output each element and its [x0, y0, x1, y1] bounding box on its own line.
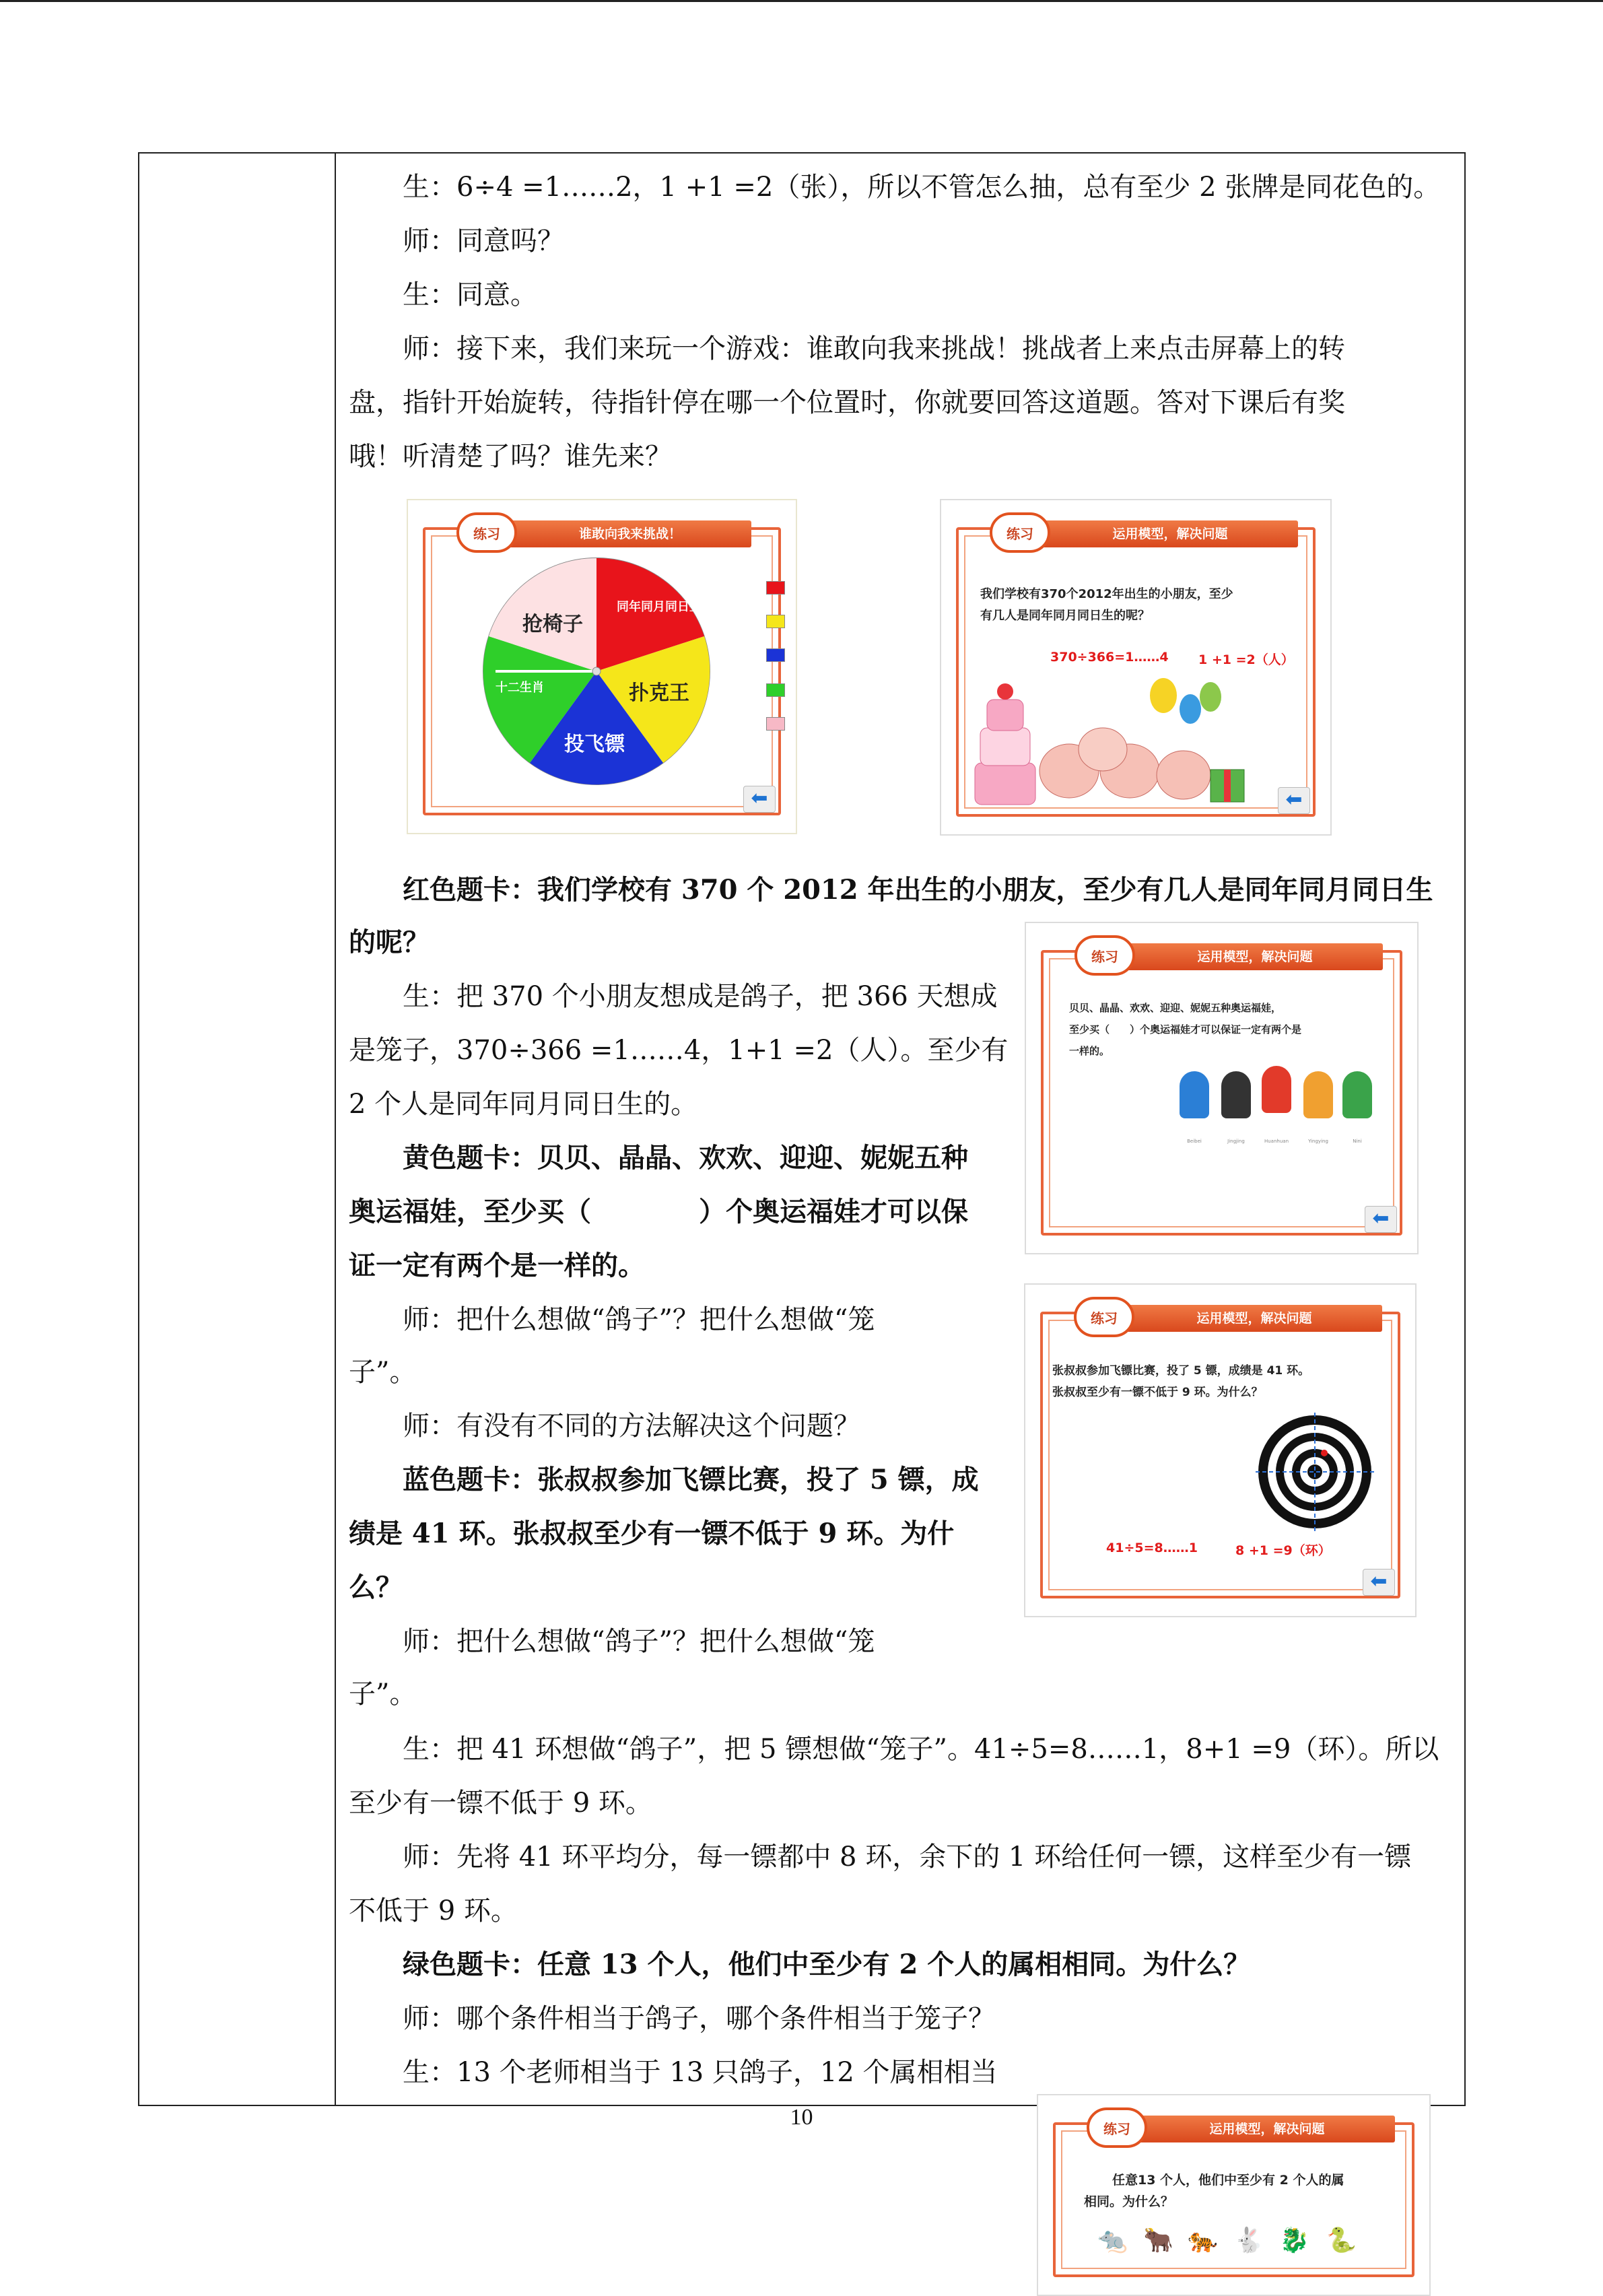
slide-question: 任意13 个人，他们中至少有 2 个人的属 — [1112, 2173, 1344, 2188]
paragraph: 子”。 — [349, 1357, 417, 1388]
blue-card-question: 蓝色题卡：张叔叔参加飞镖比赛，投了 5 镖，成 — [403, 1464, 979, 1495]
paragraph: 生：把 41 环想做“鸽子”，把 5 镖想做“笼子”。41÷5=8……1，8+1 =9（环）。所以 — [403, 1734, 1439, 1765]
zodiac-rabbit-icon: 🐇 — [1233, 2227, 1264, 2254]
practice-tab: 练习 — [1087, 2107, 1147, 2148]
slide-banner: 运用模型，解决问题 — [1127, 943, 1383, 970]
top-border-line — [0, 0, 1603, 2]
paragraph: 哦！听清楚了吗？谁先来？ — [349, 441, 672, 472]
paragraph: 生：6÷4 =1……2，1 +1 =2（张），所以不管怎么抽，总有至少 2 张牌是同花色的。 — [403, 172, 1441, 203]
color-swatch-yellow[interactable] — [766, 615, 785, 628]
slide-banner: 运用模型，解决问题 — [1042, 520, 1298, 547]
fuwa-name: Huanhuan — [1264, 1139, 1289, 1144]
practice-tab: 练习 — [1074, 1297, 1134, 1337]
back-arrow-icon[interactable]: ⬅ — [1365, 1206, 1397, 1233]
slide-question: 我们学校有370个2012年出生的小朋友，至少 — [980, 587, 1233, 601]
fuwa-name: Yingying — [1308, 1139, 1328, 1144]
slide-calc: 8 +1 =9（环） — [1235, 1543, 1331, 1558]
slide-question: 相同。为什么？ — [1084, 2194, 1174, 2209]
color-swatch-pink[interactable] — [766, 717, 785, 731]
slide-question: 张叔叔参加飞镖比赛，投了 5 镖，成绩是 41 环。 — [1052, 1364, 1310, 1378]
wheel-slide — [407, 499, 797, 834]
fuwa-mascot — [1221, 1071, 1251, 1118]
zodiac-snake-icon: 🐍 — [1326, 2227, 1357, 2254]
paragraph: 子”。 — [349, 1679, 417, 1710]
fuwa-mascot — [1303, 1071, 1333, 1118]
yellow-card-question: 奥运福娃，至少买（ ）个奥运福娃才可以保 — [349, 1196, 968, 1227]
slide-question: 贝贝、晶晶、欢欢、迎迎、妮妮五种奥运福娃， — [1069, 1002, 1282, 1014]
wheel-label: 十二生肖 — [496, 681, 544, 695]
wheel-label: 同年同月同日生 — [617, 600, 702, 614]
blue-card-question: 么？ — [349, 1572, 403, 1603]
back-arrow-icon[interactable]: ⬅ — [1363, 1569, 1395, 1596]
paragraph: 生：把 370 个小朋友想成是鸽子，把 366 天想成 — [403, 981, 998, 1012]
wheel-label: 扑克王 — [629, 681, 689, 705]
paragraph: 盘，指针开始旋转，待指针停在哪一个位置时，你就要回答这道题。答对下课后有奖 — [349, 387, 1345, 418]
slide-question: 有几人是同年同月同日生的呢？ — [980, 609, 1150, 623]
color-swatch-green[interactable] — [766, 683, 785, 697]
paragraph: 生：同意。 — [403, 279, 537, 310]
paragraph: 师：有没有不同的方法解决这个问题？ — [403, 1411, 860, 1442]
back-arrow-icon[interactable]: ⬅ — [743, 786, 776, 813]
paragraph: 不低于 9 环。 — [349, 1895, 518, 1926]
slide-calc: 370÷366=1……4 — [1050, 650, 1169, 665]
slide-question: 一样的。 — [1069, 1045, 1110, 1057]
paragraph: 师：先将 41 环平均分，每一镖都中 8 环，余下的 1 环给任何一镖，这样至少有一镖 — [403, 1842, 1412, 1872]
paragraph: 师：接下来，我们来玩一个游戏：谁敢向我来挑战！挑战者上来点击屏幕上的转 — [403, 333, 1345, 364]
fuwa-slide — [1025, 922, 1419, 1254]
blue-card-question: 绩是 41 环。张叔叔至少有一镖不低于 9 环。为什 — [349, 1518, 955, 1549]
prize-wheel[interactable] — [482, 557, 711, 786]
zodiac-rat-icon: 🐀 — [1097, 2227, 1128, 2254]
slide-banner: 运用模型，解决问题 — [1126, 1305, 1382, 1332]
practice-tab: 练习 — [456, 512, 517, 553]
paragraph: 师：把什么想做“鸽子”？把什么想做“笼 — [403, 1626, 875, 1657]
zodiac-tiger-icon: 🐅 — [1188, 2227, 1218, 2254]
zodiac-dragon-icon: 🐉 — [1279, 2227, 1309, 2254]
darts-slide — [1024, 1283, 1417, 1617]
color-swatch-blue[interactable] — [766, 648, 785, 662]
column-divider — [335, 154, 336, 2105]
fuwa-mascot — [1180, 1071, 1209, 1118]
red-card-question: 的呢？ — [349, 926, 430, 958]
paragraph: 师：把什么想做“鸽子”？把什么想做“笼 — [403, 1304, 875, 1335]
practice-tab: 练习 — [1075, 935, 1135, 976]
slide-question: 张叔叔至少有一镖不低于 9 环。为什么？ — [1052, 1386, 1263, 1399]
wheel-label: 抢椅子 — [522, 613, 583, 636]
paragraph: 生：13 个老师相当于 13 只鸽子，12 个属相相当 — [403, 2057, 998, 2088]
slide-banner: 运用模型，解决问题 — [1139, 2116, 1395, 2142]
page-number: 10 — [790, 2105, 813, 2130]
paragraph: 至少有一镖不低于 9 环。 — [349, 1788, 652, 1819]
slide-calc: 1 +1 =2（人） — [1198, 652, 1294, 667]
back-arrow-icon[interactable]: ⬅ — [1278, 787, 1310, 814]
paragraph: 2 个人是同年同月同日生的。 — [349, 1089, 698, 1120]
fuwa-name: Nini — [1353, 1139, 1362, 1144]
red-card-question: 红色题卡：我们学校有 370 个 2012 年出生的小朋友，至少有几人是同年同月同日生 — [403, 874, 1433, 906]
fuwa-name: Beibei — [1187, 1139, 1202, 1144]
yellow-card-question: 黄色题卡：贝贝、晶晶、欢欢、迎迎、妮妮五种 — [403, 1142, 968, 1174]
fuwa-mascot — [1262, 1066, 1291, 1113]
slide-question: 至少买（ ）个奥运福娃才可以保证一定有两个是 — [1069, 1023, 1302, 1036]
paragraph: 师：同意吗？ — [403, 226, 564, 257]
zodiac-ox-icon: 🐂 — [1143, 2227, 1173, 2254]
slide-banner: 谁敢向我来挑战！ — [509, 520, 751, 547]
color-swatch-red[interactable] — [766, 581, 785, 595]
green-card-question: 绿色题卡：任意 13 个人，他们中至少有 2 个人的属相相同。为什么？ — [403, 1949, 1251, 1980]
fuwa-name: Jingjing — [1227, 1139, 1245, 1144]
fuwa-mascot — [1342, 1071, 1372, 1118]
slide-calc: 41÷5=8……1 — [1106, 1541, 1198, 1555]
yellow-card-question: 证一定有两个是一样的。 — [349, 1250, 645, 1281]
dartboard-icon — [1254, 1411, 1375, 1532]
paragraph: 是笼子，370÷366 =1……4，1+1 =2（人）。至少有 — [349, 1035, 1009, 1066]
birthday-slide — [940, 499, 1332, 836]
birthday-cake-illustration — [968, 662, 1264, 810]
paragraph: 师：哪个条件相当于鸽子，哪个条件相当于笼子？ — [403, 2003, 995, 2034]
practice-tab: 练习 — [990, 512, 1050, 553]
wheel-label: 投飞镖 — [564, 733, 625, 756]
